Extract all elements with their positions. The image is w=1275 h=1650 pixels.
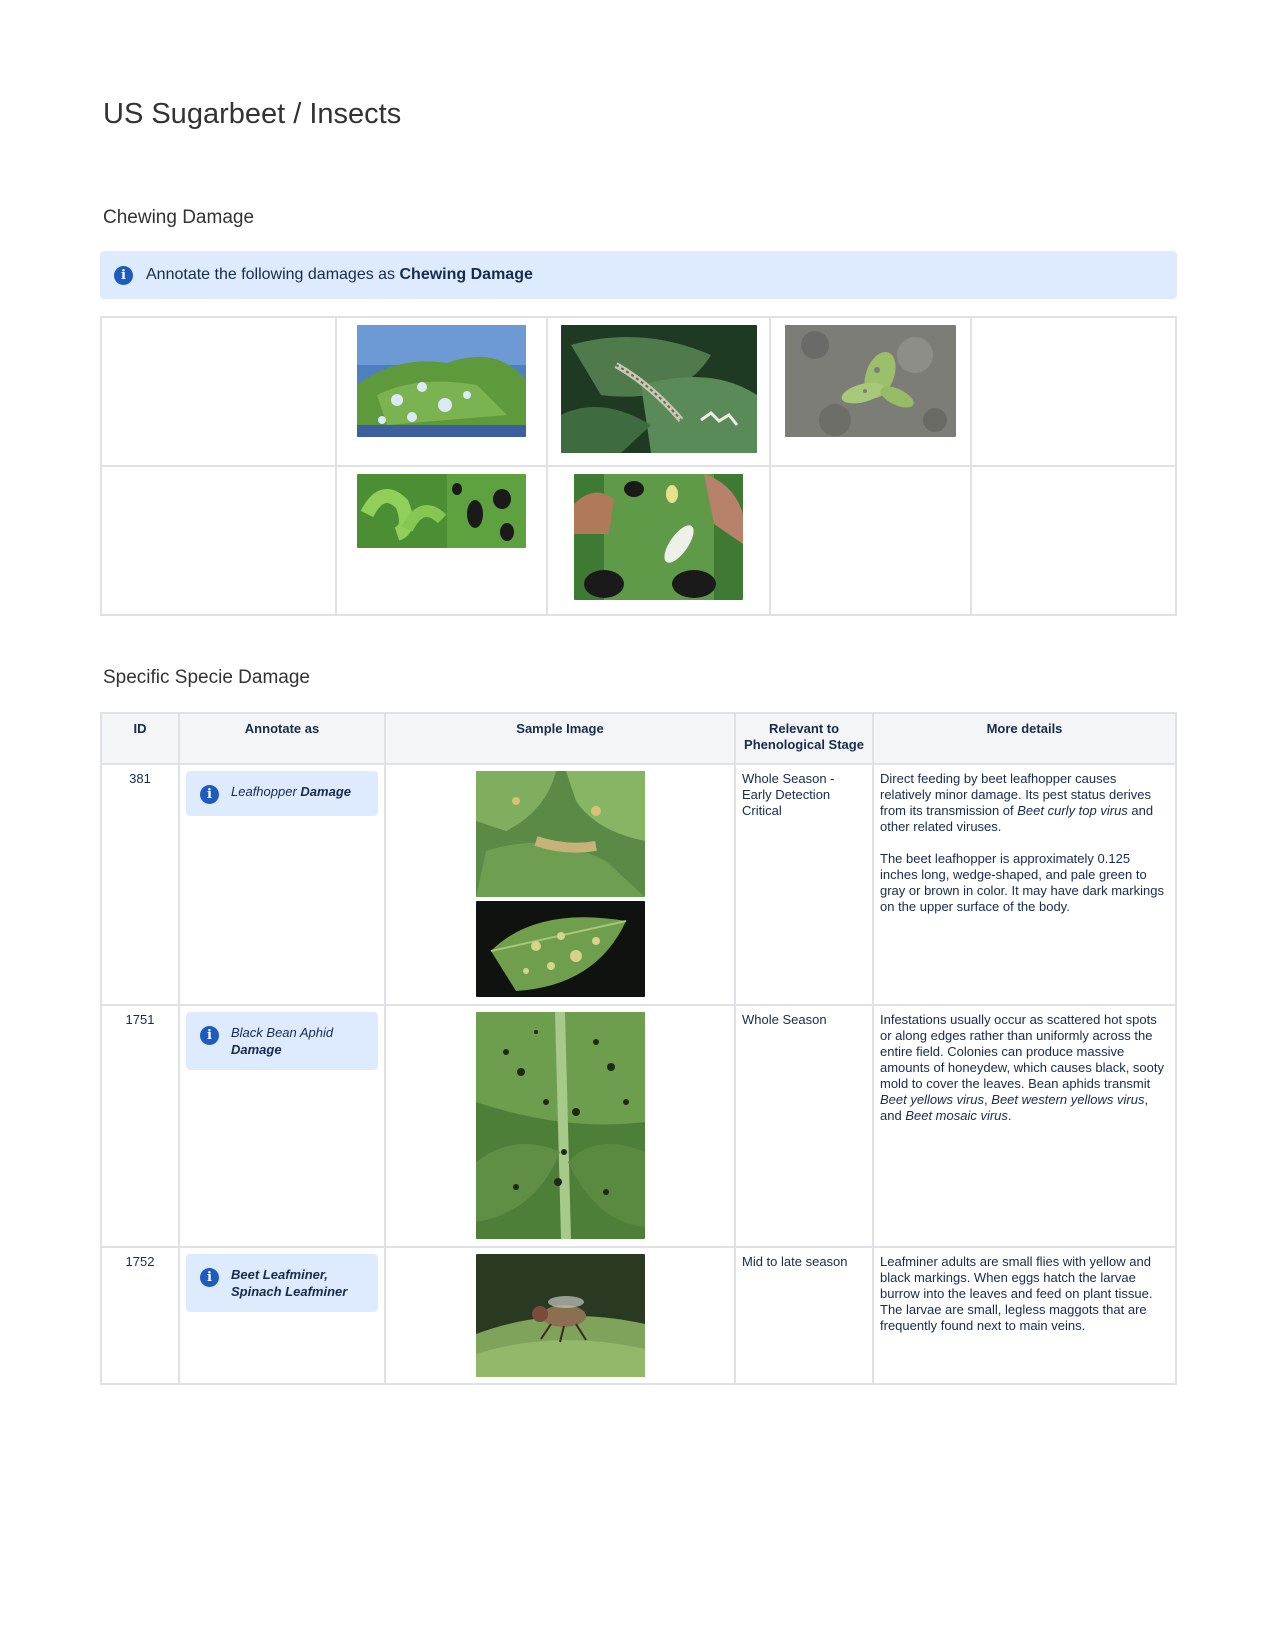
row-details [873,1005,1176,1247]
annotation-panel [186,1254,378,1312]
image-grid-cell [971,317,1176,466]
table-header-row [101,713,1176,764]
annotation-label: Black Bean Aphid Damage [231,1025,334,1057]
leafhopper-damage-image-1[interactable] [476,771,645,897]
details-paragraph: Infestations usually occur as scattered hot spots or along edges rather than uniformly across the entire field. Colonies can produce massive amounts of honeydew, which causes black, sooty mold to cover the leaves. Bean aphids transmit Beet yellows virus, Beet western yellows virus, and Beet mosaic virus. [880,1012,1164,1123]
annotation-label: Beet Leafminer, Spinach Leafminer [231,1267,348,1299]
black-bean-aphid-image[interactable] [476,1012,645,1239]
leafhopper-damage-image-2[interactable] [476,901,645,997]
row-id: 1752 [101,1247,179,1384]
annotation-panel [186,771,378,816]
info-icon: i [114,266,133,285]
info-icon: i [200,1268,219,1287]
image-grid-cell [547,317,770,466]
image-grid-cell [336,466,547,615]
details-paragraph: Leafminer adults are small flies with yellow and black markings. When eggs hatch the larvae burrow into the leaves and feed on plant tissue. The larvae are small, legless maggots that are frequently found next to main veins. [880,1254,1153,1333]
column-header-id: ID [101,713,179,764]
row-annotate [179,764,385,1005]
specific-damage-heading: Specific Specie Damage [103,667,310,688]
image-grid-cell [770,466,971,615]
column-header-annotate: Annotate as [179,713,385,764]
hand-with-leaf-image[interactable] [574,474,743,600]
green-caterpillars-image[interactable] [357,474,526,548]
details-paragraph: Direct feeding by beet leafhopper causes relatively minor damage. Its pest status derives from its transmission of Beet curly top virus and other related viruses. [880,771,1154,834]
table-row [101,764,1176,1005]
details-paragraph: The beet leafhopper is approximately 0.125 inches long, wedge-shaped, and pale green to gray or brown in color. It may have dark markings on the upper surface of the body. [880,851,1164,914]
annotation-label: Leafhopper Damage [231,784,351,799]
table-row [101,1005,1176,1247]
row-details [873,764,1176,1005]
row-sample-image [385,1247,735,1384]
chewing-info-panel [100,251,1177,299]
image-grid-cell [101,466,336,615]
table-row [101,1247,1176,1384]
image-grid-cell [547,466,770,615]
column-header-stage: Relevant to Phenological Stage [735,713,873,764]
image-grid-cell [770,317,971,466]
row-stage: Whole Season - Early Detection Critical [735,764,873,1005]
row-details [873,1247,1176,1384]
column-header-sample-image: Sample Image [385,713,735,764]
image-grid-cell [101,317,336,466]
image-grid-cell [971,466,1176,615]
caterpillar-leaf-image[interactable] [561,325,757,453]
image-grid-cell [336,317,547,466]
beet-leafminer-image[interactable] [476,1254,645,1377]
row-sample-image [385,1005,735,1247]
chewing-info-text: Annotate the following damages as Chewing Damage [146,266,533,283]
row-stage: Whole Season [735,1005,873,1247]
page-title: US Sugarbeet / Insects [103,98,402,130]
info-icon: i [200,1026,219,1045]
chewing-image-grid [100,316,1177,616]
info-icon: i [200,785,219,804]
row-annotate [179,1247,385,1384]
annotation-panel [186,1012,378,1070]
row-id: 1751 [101,1005,179,1247]
row-stage: Mid to late season [735,1247,873,1384]
species-damage-table [100,712,1177,1385]
row-id: 381 [101,764,179,1005]
image-grid-row [101,317,1176,466]
chewed-leaf-sky-image[interactable] [357,325,526,437]
chewing-damage-heading: Chewing Damage [103,207,255,228]
image-grid-row [101,466,1176,615]
damaged-seedling-image[interactable] [785,325,956,437]
column-header-details: More details [873,713,1176,764]
row-sample-image [385,764,735,1005]
row-annotate [179,1005,385,1247]
